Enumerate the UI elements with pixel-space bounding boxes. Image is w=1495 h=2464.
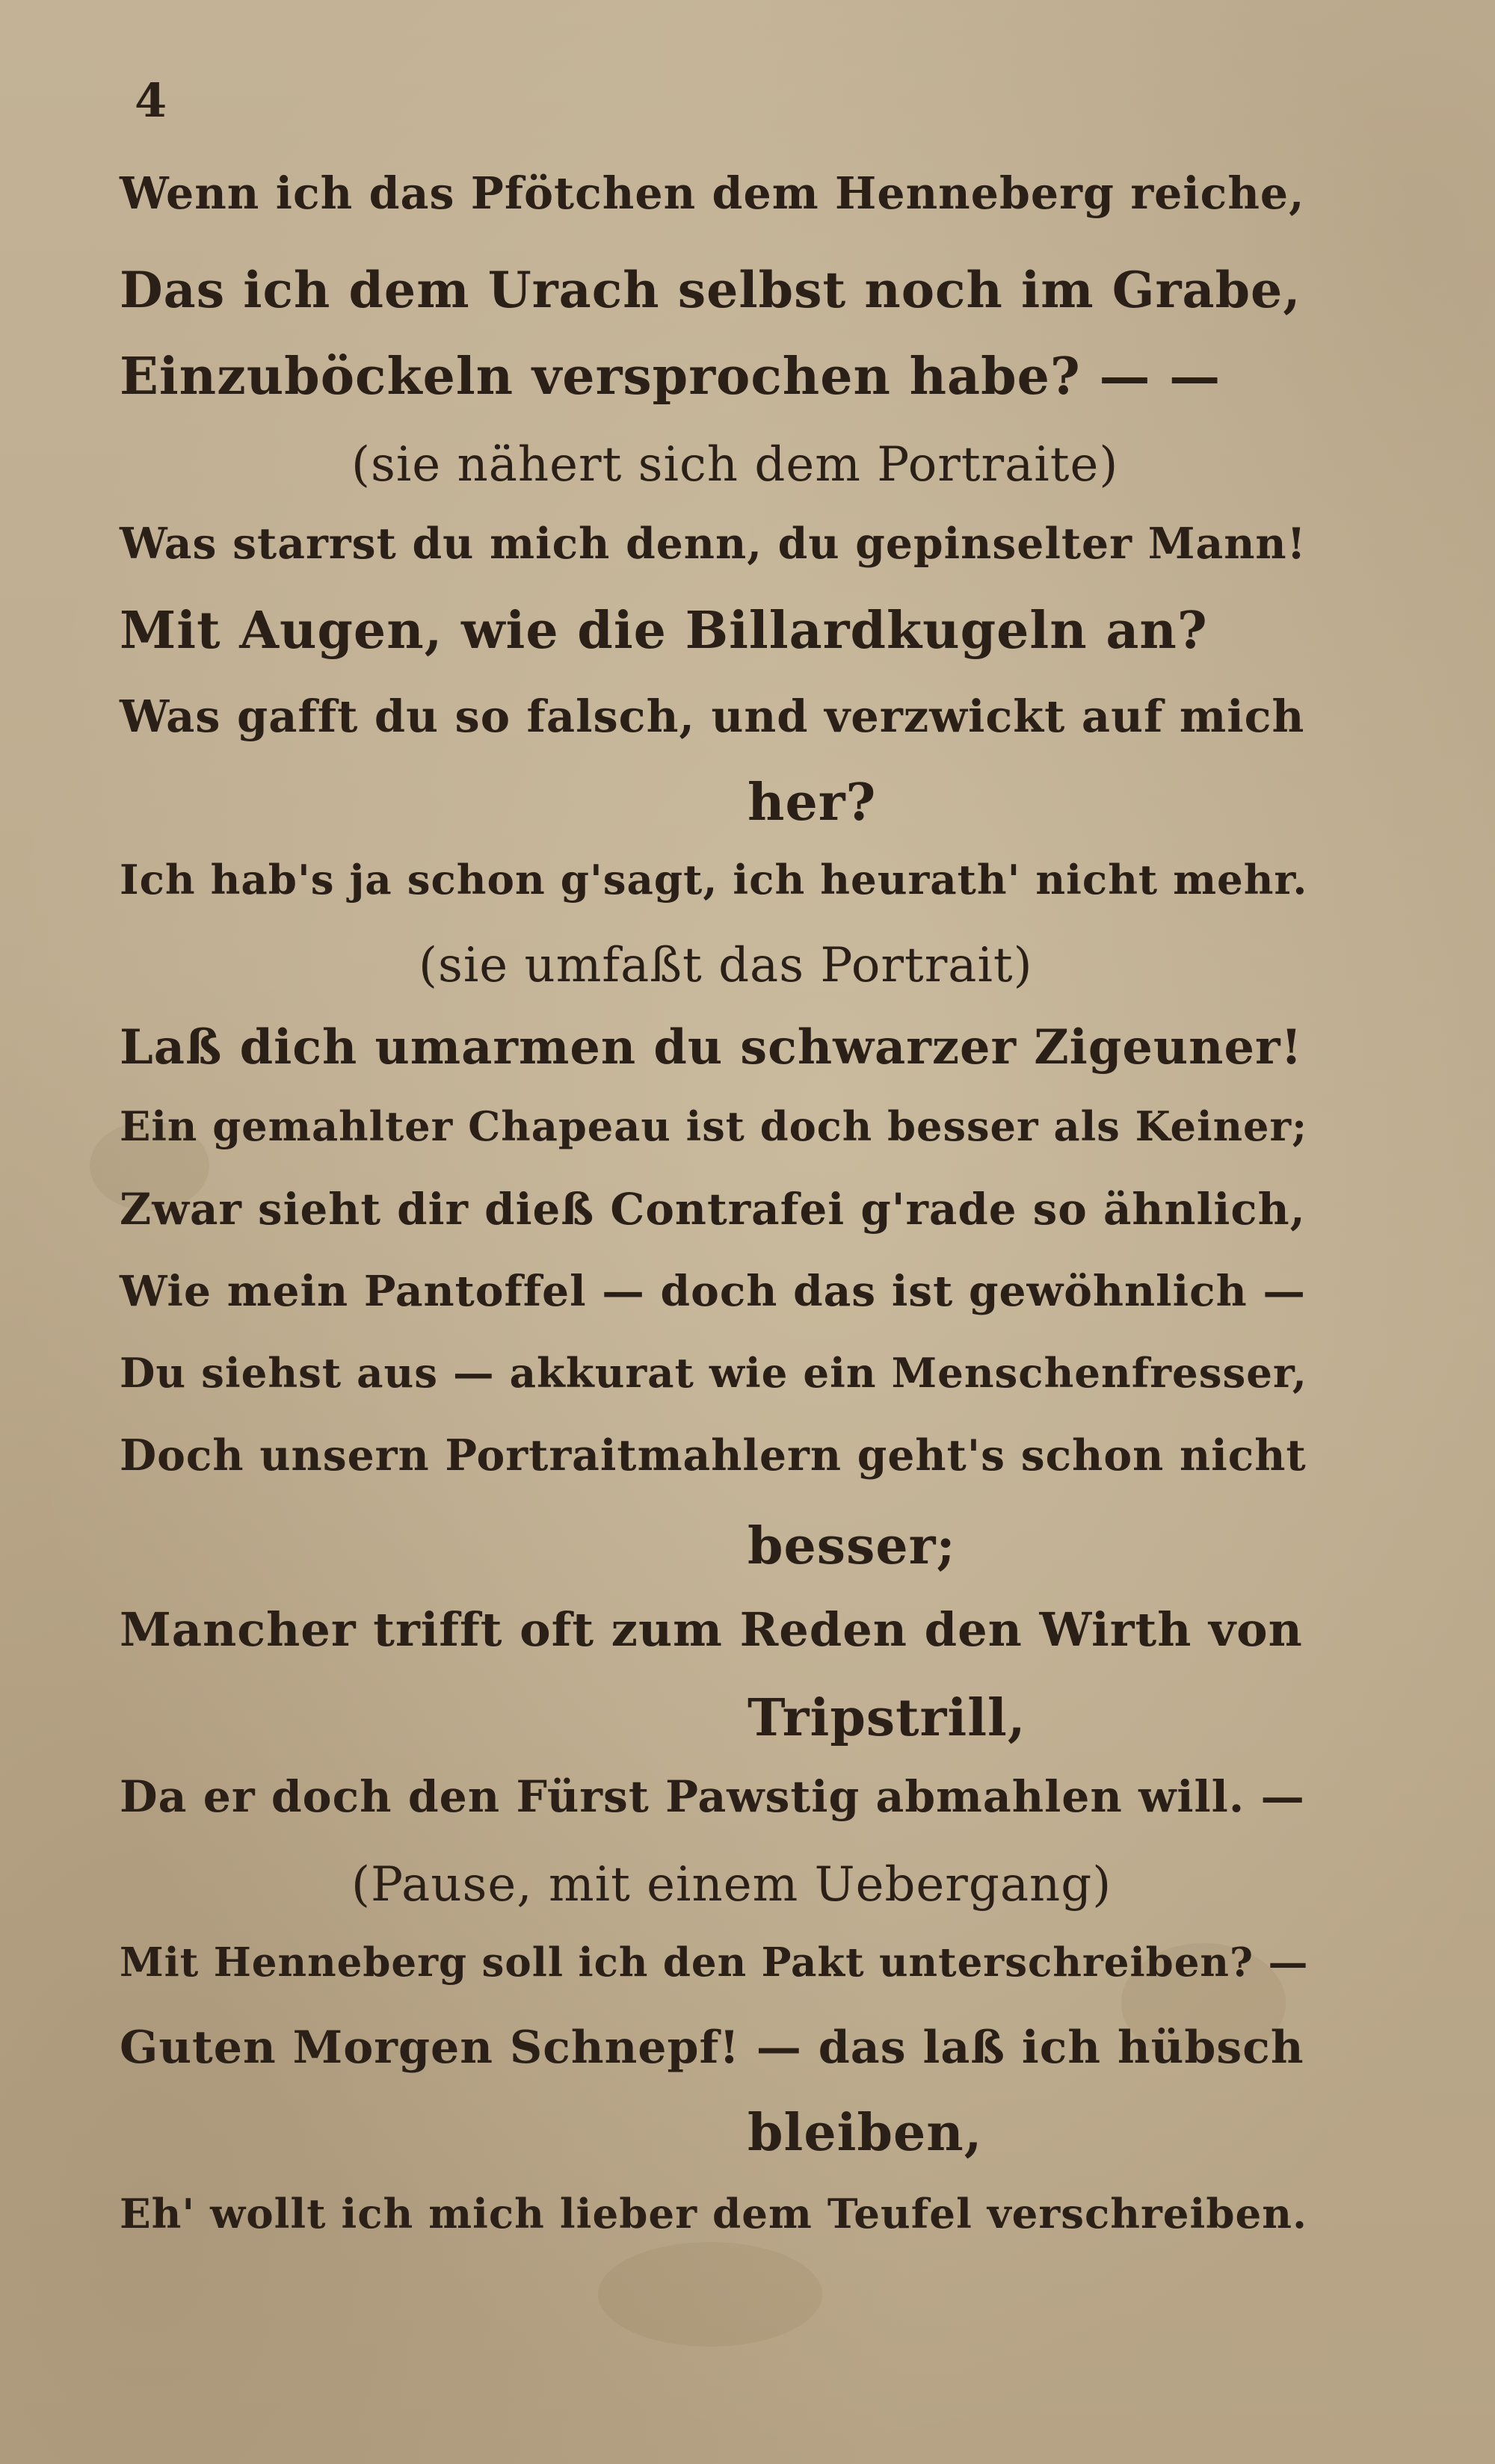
verse-continuation: bleiben, [748,2103,983,2163]
verse-line: Guten Morgen Schnepf! — das laß ich hübsch [120,2022,1304,2074]
verse-line: Mit Henneberg soll ich den Pakt unterschreiben? — [120,1939,1309,1986]
verse-line: Das ich dem Urach selbst noch im Grabe, [120,261,1301,319]
verse-line: Da er doch den Fürst Pawstig abmahlen will. — [120,1770,1305,1822]
stage-direction: (sie nähert sich dem Portraite) [351,437,1119,493]
verse-continuation: her? [748,773,877,833]
verse-line: Wenn ich das Pfötchen dem Henneberg reiche, [120,167,1305,219]
verse-continuation: besser; [748,1516,956,1576]
verse-continuation: Tripstrill, [748,1688,1026,1748]
verse-line: Was starrst du mich denn, du gepinselter Mann! [120,519,1307,569]
verse-line: Eh' wollt ich mich lieber dem Teufel verschreiben. [120,2190,1308,2238]
stage-direction: (Pause, mit einem Uebergang) [351,1857,1112,1912]
verse-line: Was gafft du so falsch, und verzwickt auf mich [120,691,1305,742]
verse-line: Doch unsern Portraitmahlern geht's schon nicht [120,1431,1307,1480]
verse-line: Ein gemahlter Chapeau ist doch besser als Keiner; [120,1102,1308,1150]
paper-stain [598,2242,822,2347]
verse-line: Zwar sieht dir dieß Contrafei g'rade so ähnlich, [120,1184,1306,1235]
verse-line: Ich hab's ja schon g'sagt, ich heurath' nicht mehr. [120,856,1308,904]
verse-line: Mit Augen, wie die Billardkugeln an? [120,601,1208,661]
verse-line: Wie mein Pantoffel — doch das ist gewöhnlich — [120,1267,1306,1316]
verse-line: Laß dich umarmen du schwarzer Zigeuner! [120,1019,1303,1075]
verse-line: Mancher trifft oft zum Reden den Wirth von [120,1602,1303,1657]
page-number: 4 [135,73,167,128]
verse-line: Einzuböckeln versprochen habe? — — [120,347,1221,407]
verse-line: Du siehst aus — akkurat wie ein Menschenfresser, [120,1349,1307,1397]
stage-direction: (sie umfaßt das Portrait) [419,938,1033,993]
